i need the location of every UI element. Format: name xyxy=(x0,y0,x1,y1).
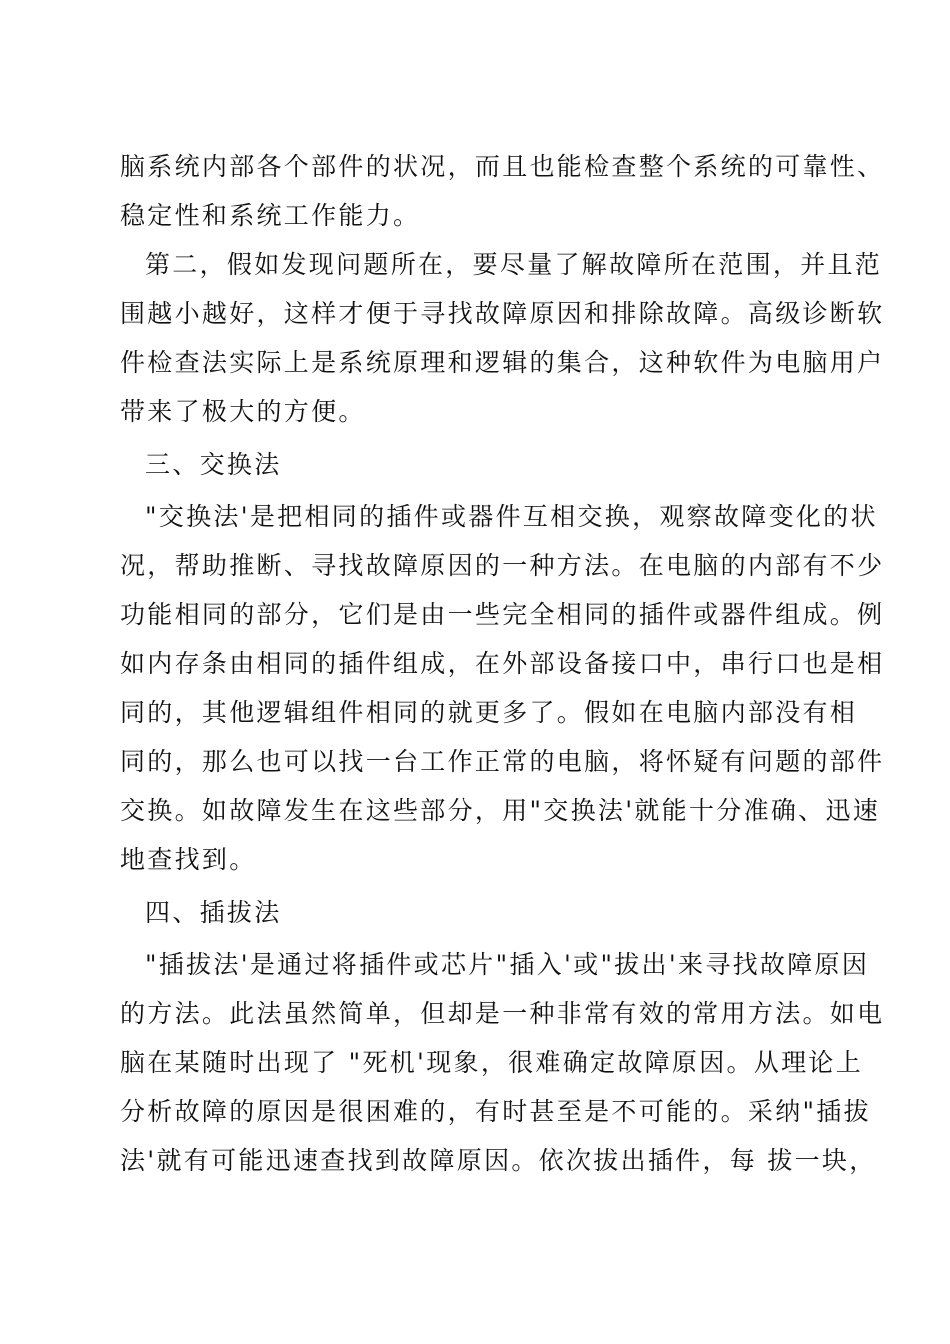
text-line: 的方法。此法虽然简单，但却是一种非常有效的常用方法。如电 xyxy=(120,999,885,1028)
text-line: 脑在某随时出现了 "死机'现象，很难确定故障原因。从理论上 xyxy=(120,1048,864,1077)
text-line: 带来了极大的方便。 xyxy=(120,397,366,426)
text-line: 分析故障的原因是很困难的，有时甚至是不可能的。采纳"插拔 xyxy=(120,1097,871,1126)
text-line: 件检查法实际上是系统原理和逻辑的集合，这种软件为电脑用户 xyxy=(120,348,885,377)
text-line: 功能相同的部分，它们是由一些完全相同的插件或器件组成。例 xyxy=(120,600,885,629)
section-heading: 三、交换法 xyxy=(145,450,282,479)
text-line: 第二，假如发现问题所在，要尽量了解故障所在范围，并且范 xyxy=(145,250,883,279)
text-line: 交换。如故障发生在这些部分，用"交换法'就能十分准确、迅速 xyxy=(120,796,881,825)
text-line: 围越小越好，这样才便于寻找故障原因和排除故障。高级诊断软 xyxy=(120,299,885,328)
text-line: 法'就有可能迅速查找到故障原因。依次拔出插件，每 拔一块， xyxy=(120,1146,877,1175)
text-line: "交换法'是把相同的插件或器件互相交换，观察故障变化的状 xyxy=(145,502,878,531)
text-line: "插拔法'是通过将插件或芯片"插入'或"拔出'来寻找故障原因 xyxy=(145,950,870,979)
section-heading: 四、插拔法 xyxy=(145,898,282,927)
text-line: 同的，那么也可以找一台工作正常的电脑，将怀疑有问题的部件 xyxy=(120,747,885,776)
text-line: 况，帮助推断、寻找故障原因的一种方法。在电脑的内部有不少 xyxy=(120,551,885,580)
text-line: 脑系统内部各个部件的状况，而且也能检查整个系统的可靠性、 xyxy=(120,152,885,181)
text-line: 同的，其他逻辑组件相同的就更多了。假如在电脑内部没有相 xyxy=(120,698,858,727)
text-line: 稳定性和系统工作能力。 xyxy=(120,201,421,230)
text-line: 地查找到。 xyxy=(120,845,257,874)
text-line: 如内存条由相同的插件组成，在外部设备接口中，串行口也是相 xyxy=(120,649,885,678)
